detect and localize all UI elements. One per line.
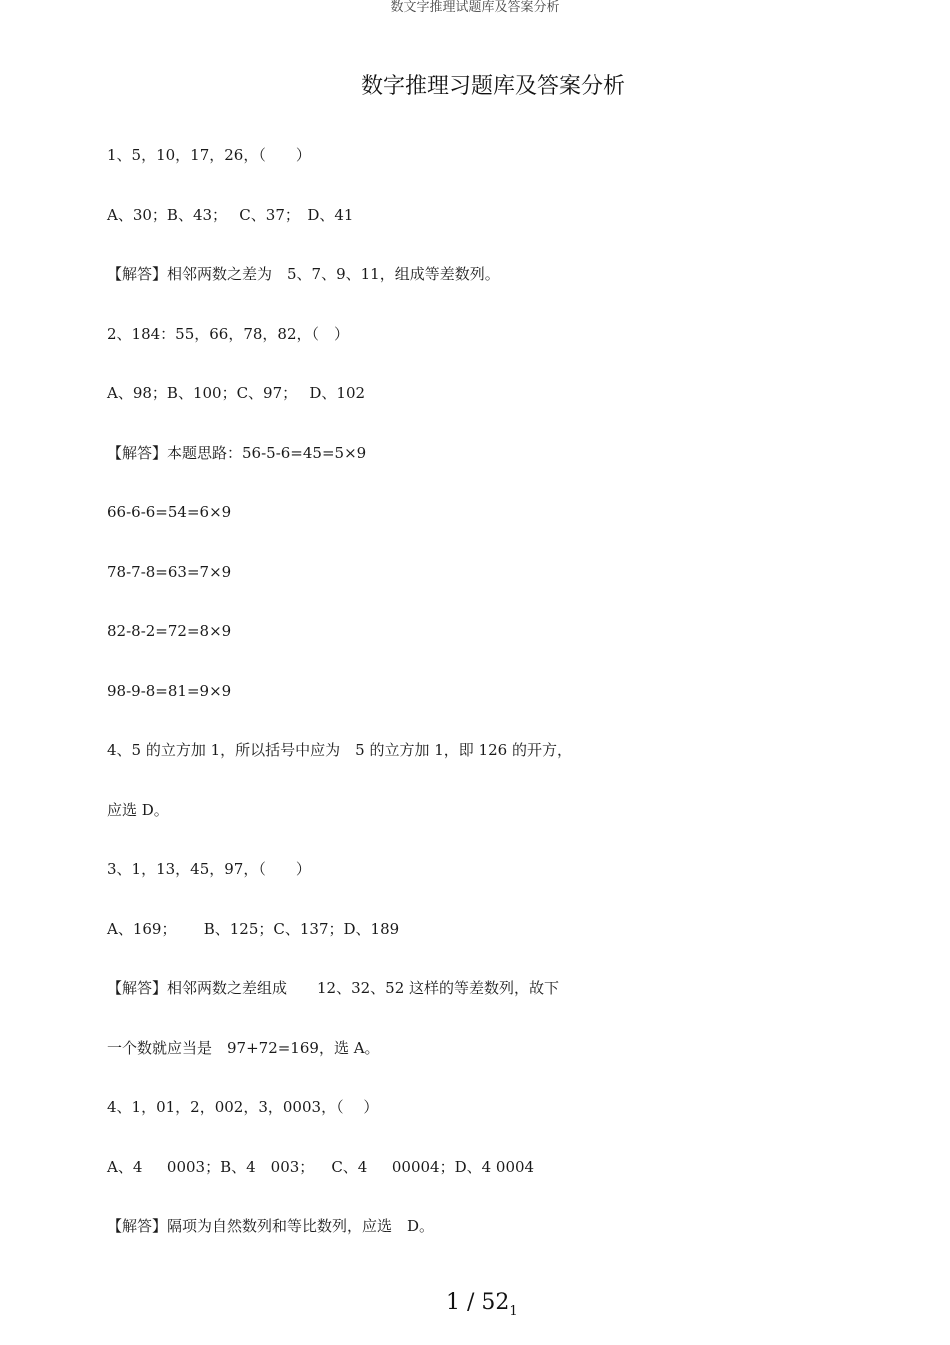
question-4-options: A、4 0003；B、4 003； C、4 00004；D、4 0004	[107, 1158, 535, 1176]
question-1-options: A、30；B、43； C、37； D、41	[107, 206, 354, 224]
page-number-text: 1 / 52	[446, 1290, 510, 1315]
running-header: 数文字推理试题库及答案分析	[390, 0, 560, 15]
question-1: 1、5，10，17，26，（ ）	[107, 146, 311, 164]
answer-line: 78-7-8=63=7×9	[107, 563, 232, 581]
page-number	[446, 1288, 518, 1327]
question-3-answer: 【解答】相邻两数之差组成 12、32、52 这样的等差数列，故下	[107, 979, 560, 997]
question-3-options: A、169； B、125；C、137；D、189	[107, 920, 400, 938]
question-2-options: A、98；B、100；C、97； D、102	[107, 384, 366, 402]
question-2-answer: 【解答】本题思路：56-5-6=45=5×9	[107, 444, 367, 462]
question-1-answer: 【解答】相邻两数之差为 5、7、9、11，组成等差数列。	[107, 265, 500, 283]
question-4-answer: 【解答】隔项为自然数列和等比数列，应选 D。	[107, 1217, 435, 1235]
answer-line: 应选 D。	[107, 801, 169, 819]
question-3: 3、1，13，45，97，（ ）	[107, 860, 311, 878]
answer-line: 82-8-2=72=8×9	[107, 622, 232, 640]
question-4: 4、1，01，2，002，3，0003，（ ）	[107, 1098, 379, 1116]
page-number-subscript: 1	[509, 1304, 518, 1319]
answer-line: 一个数就应当是 97+72=169，选 A。	[107, 1039, 380, 1057]
question-2: 2、184：55，66，78，82，（ ）	[107, 325, 350, 343]
answer-line: 4、5 的立方加 1，所以括号中应为 5 的立方加 1，即 126 的开方，	[107, 741, 572, 759]
answer-line: 98-9-8=81=9×9	[107, 682, 232, 700]
answer-line: 66-6-6=54=6×9	[107, 503, 232, 521]
document-title: 数字推理习题库及答案分析	[360, 74, 625, 99]
